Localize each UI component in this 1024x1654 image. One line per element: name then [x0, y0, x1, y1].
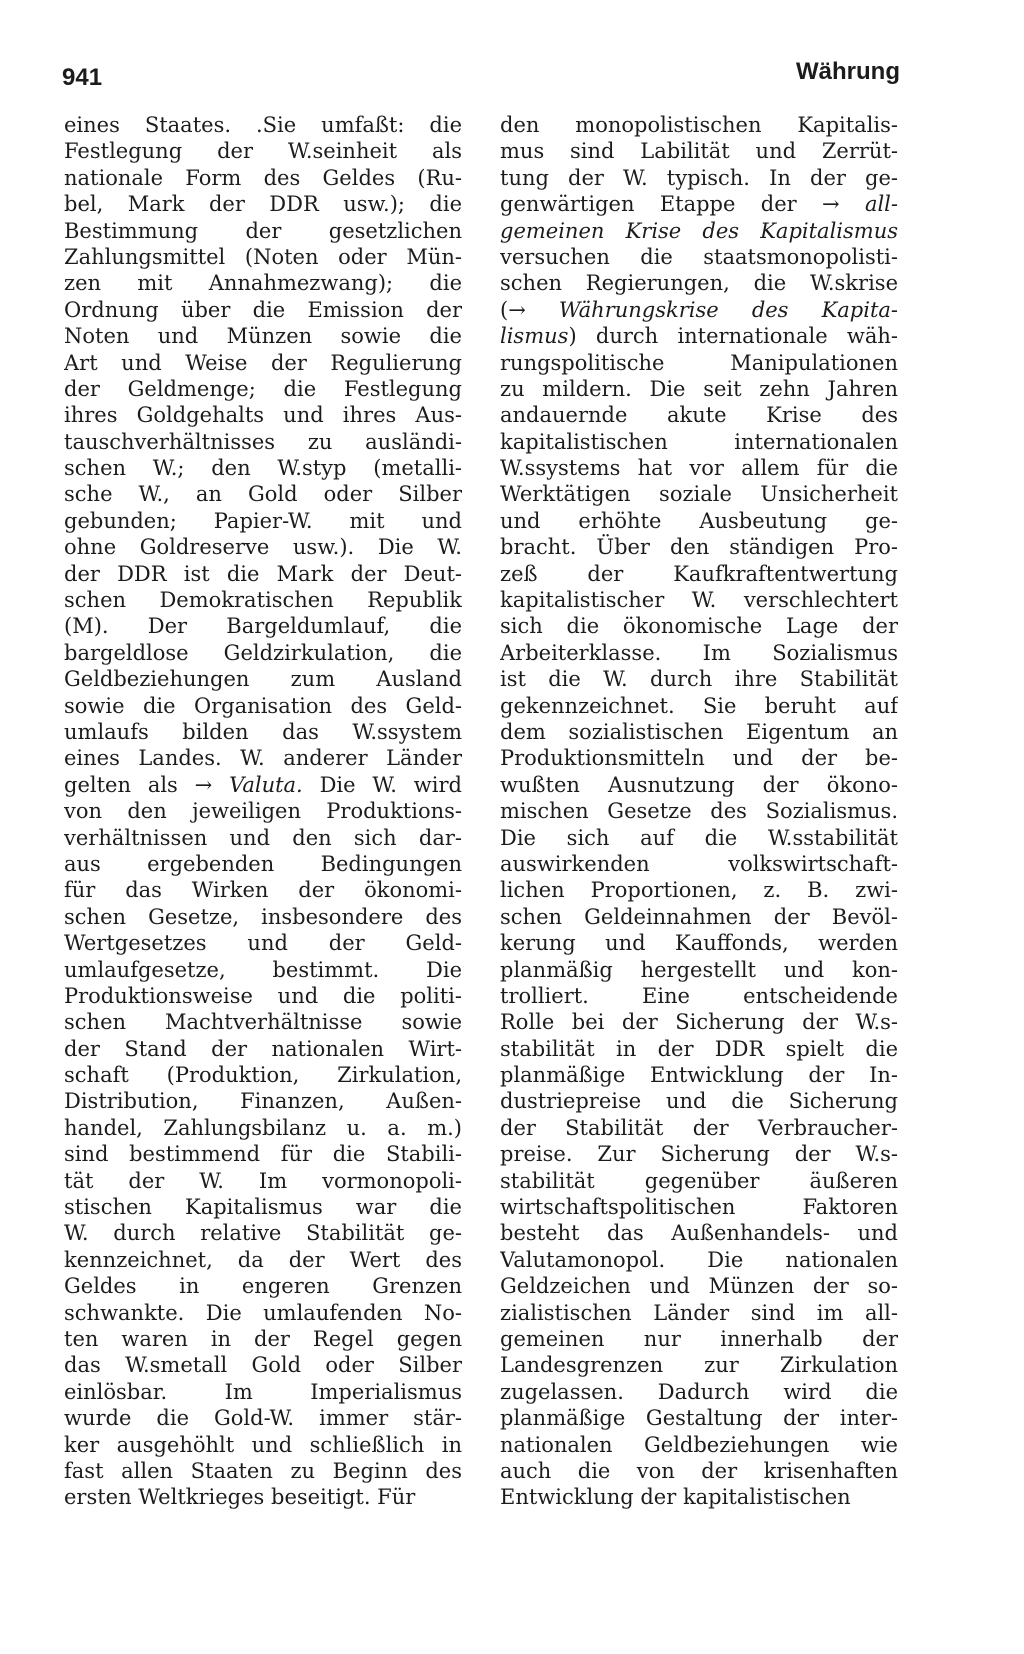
text-segment: kapitalistischen internationalen [500, 429, 898, 454]
text-segment: sowie die Organisation des Geld- [64, 693, 462, 718]
text-segment: eines Staates. .Sie umfaßt: die [64, 113, 462, 137]
text-line [500, 983, 898, 1009]
text-segment: sind bestimmend für die Stabili- [64, 1142, 462, 1167]
text-line [500, 613, 898, 639]
text-segment: bracht. Über den ständigen Pro- [500, 535, 898, 560]
text-segment: ohne Goldreserve usw.). Die W. [64, 535, 462, 560]
text-segment: wußten Ausnutzung der ökono- [500, 772, 898, 797]
text-line [64, 1458, 462, 1484]
text-line [64, 350, 462, 376]
text-segment: Produktionsmitteln und der be- [500, 746, 898, 771]
text-segment: bargeldlose Geldzirkulation, die [64, 640, 462, 665]
text-line [64, 983, 462, 1009]
text-line [64, 851, 462, 877]
text-line [500, 1405, 898, 1431]
text-line [500, 1168, 898, 1194]
text-line [64, 112, 462, 138]
text-segment: schen Regierungen, die W.skrise [500, 271, 898, 296]
text-line [500, 587, 898, 613]
text-line [500, 640, 898, 666]
text-line [500, 1458, 898, 1484]
text-line [500, 350, 898, 376]
text-segment: stabilität gegenüber äußeren [500, 1168, 898, 1193]
text-segment: Die sich auf die W.sstabilität [500, 825, 898, 850]
text-segment: kapitalistischer W. verschlechtert [500, 588, 898, 613]
text-line [64, 165, 462, 191]
cross-reference-text: gemeinen Krise des Kapitalismus [500, 218, 898, 243]
cross-reference-text: Währungskrise des Kapita- [558, 297, 898, 322]
text-line [64, 402, 462, 428]
text-line [500, 1484, 898, 1510]
text-segment: der Stabilität der Verbraucher- [500, 1115, 898, 1140]
text-line [64, 693, 462, 719]
text-line [64, 1326, 462, 1352]
text-segment: eines Landes. W. anderer Länder [64, 746, 462, 771]
text-line [500, 1141, 898, 1167]
text-segment: kennzeichnet, da der Wert des [64, 1247, 462, 1272]
text-segment: tät der W. Im vormonopoli- [64, 1168, 462, 1193]
text-line [500, 798, 898, 824]
text-segment: Valutamonopol. Die nationalen [500, 1247, 898, 1272]
text-line [500, 1352, 898, 1378]
text-segment: tauschverhältnisses zu ausländi- [64, 429, 462, 454]
text-line [64, 297, 462, 323]
text-segment: sche W., an Gold oder Silber [64, 482, 462, 507]
text-segment: zeß der Kaufkraftentwertung [500, 561, 898, 586]
text-line [64, 825, 462, 851]
text-line [64, 719, 462, 745]
text-segment: besteht das Außenhandels- und [500, 1221, 898, 1246]
text-segment: genwärtigen Etappe der → [500, 192, 865, 217]
text-line [500, 1194, 898, 1220]
text-segment: Entwicklung der kapitalistischen [500, 1485, 851, 1510]
text-segment: gebunden; Papier-W. mit und [64, 508, 462, 533]
text-line [500, 1220, 898, 1246]
text-line [64, 1432, 462, 1458]
text-line [64, 1088, 462, 1114]
text-line [500, 1088, 898, 1114]
text-line [64, 270, 462, 296]
text-segment: einlösbar. Im Imperialismus [64, 1379, 462, 1404]
text-segment: ker ausgehöhlt und schließlich in [64, 1432, 462, 1457]
text-line [500, 323, 898, 349]
text-line [64, 904, 462, 930]
text-line [500, 138, 898, 164]
cross-reference-text: all- [864, 192, 898, 217]
text-segment: Produktionsweise und die politi- [64, 983, 462, 1008]
text-line [64, 244, 462, 270]
text-segment: schen Demokratischen Republik [64, 588, 462, 613]
text-segment: zugelassen. Dadurch wird die [500, 1379, 898, 1404]
text-segment: zen mit Annahmezwang); die [64, 271, 462, 296]
text-segment: umlaufs bilden das W.ssystem [64, 719, 462, 744]
text-line [500, 534, 898, 560]
text-line [64, 481, 462, 507]
text-segment: ) durch internationale wäh- [568, 324, 898, 349]
text-line [64, 640, 462, 666]
text-line [64, 1405, 462, 1431]
text-segment: sich die ökonomische Lage der [500, 614, 898, 639]
text-line [64, 1194, 462, 1220]
text-line [500, 693, 898, 719]
page-number: 941 [62, 64, 103, 91]
text-segment: nationalen Geldbeziehungen wie [500, 1432, 898, 1457]
text-line [64, 376, 462, 402]
text-line [64, 1352, 462, 1378]
cross-reference-text: Valuta. [229, 772, 303, 797]
text-segment: Ordnung über die Emission der [64, 297, 462, 322]
text-segment: und erhöhte Ausbeutung ge- [500, 508, 898, 533]
text-line [500, 218, 898, 244]
text-segment: gemeinen nur innerhalb der [500, 1326, 898, 1351]
text-line [64, 191, 462, 217]
text-segment: der Geldmenge; die Festlegung [64, 376, 462, 401]
text-line [500, 455, 898, 481]
text-segment: nationale Form des Geldes (Ru- [64, 165, 462, 190]
text-line [64, 957, 462, 983]
text-line [64, 772, 462, 798]
text-line [500, 904, 898, 930]
text-line [64, 1300, 462, 1326]
text-segment: stabilität in der DDR spielt die [500, 1036, 898, 1061]
text-line [64, 1247, 462, 1273]
text-line [64, 1379, 462, 1405]
text-line [64, 877, 462, 903]
text-segment: W.ssystems hat vor allem für die [500, 456, 898, 481]
text-segment: schwankte. Die umlaufenden No- [64, 1300, 462, 1325]
text-segment: verhältnissen und den sich dar- [64, 825, 462, 850]
text-line [64, 798, 462, 824]
text-segment: Geldzeichen und Münzen der so- [500, 1274, 898, 1299]
text-segment: planmäßige Gestaltung der inter- [500, 1406, 898, 1431]
text-line [500, 772, 898, 798]
text-segment: schaft (Produktion, Zirkulation, [64, 1063, 462, 1088]
text-line [500, 1326, 898, 1352]
text-line [500, 402, 898, 428]
text-segment: planmäßig hergestellt und kon- [500, 957, 898, 982]
text-line [500, 1036, 898, 1062]
text-line [64, 455, 462, 481]
text-line [500, 851, 898, 877]
text-segment: auswirkenden volkswirtschaft- [500, 851, 898, 876]
text-segment: auch die von der krisenhaften [500, 1458, 898, 1483]
text-line [64, 1115, 462, 1141]
text-line [64, 745, 462, 771]
text-segment: Landesgrenzen zur Zirkulation [500, 1353, 898, 1378]
text-line [64, 323, 462, 349]
text-line [500, 957, 898, 983]
text-segment: wirtschaftspolitischen Faktoren [500, 1195, 898, 1220]
text-segment: tung der W. typisch. In der ge- [500, 165, 898, 190]
text-segment: rungspolitische Manipulationen [500, 350, 898, 375]
text-segment: Rolle bei der Sicherung der W.s- [500, 1010, 898, 1035]
text-segment: stischen Kapitalismus war die [64, 1195, 462, 1220]
text-segment: lichen Proportionen, z. B. zwi- [500, 878, 898, 903]
text-segment: andauernde akute Krise des [500, 403, 898, 428]
text-line [500, 244, 898, 270]
text-line [64, 1168, 462, 1194]
text-line [64, 561, 462, 587]
text-segment: aus ergebenden Bedingungen [64, 851, 462, 876]
text-line [500, 1062, 898, 1088]
text-segment: Noten und Münzen sowie die [64, 324, 462, 349]
text-line [64, 138, 462, 164]
text-line [64, 1062, 462, 1088]
text-line [64, 534, 462, 560]
text-line [500, 1300, 898, 1326]
text-segment: umlaufgesetze, bestimmt. Die [64, 957, 462, 982]
text-line [500, 191, 898, 217]
text-segment: mischen Gesetze des Sozialismus. [500, 799, 898, 824]
text-line [500, 825, 898, 851]
text-segment: Arbeiterklasse. Im Sozialismus [500, 640, 898, 665]
text-segment: trolliert. Eine entscheidende [500, 983, 898, 1008]
text-segment: Bestimmung der gesetzlichen [64, 218, 462, 243]
text-segment: ist die W. durch ihre Stabilität [500, 667, 898, 692]
text-line [64, 666, 462, 692]
text-segment: den monopolistischen Kapitalis- [500, 113, 898, 137]
text-segment: Distribution, Finanzen, Außen- [64, 1089, 462, 1114]
text-segment: das W.smetall Gold oder Silber [64, 1353, 462, 1378]
text-line [500, 1247, 898, 1273]
text-line [500, 508, 898, 534]
text-segment: dem sozialistischen Eigentum an [500, 719, 898, 744]
text-line [64, 1220, 462, 1246]
text-segment: schen W.; den W.styp (metalli- [64, 456, 462, 481]
text-line [500, 745, 898, 771]
cross-reference-text: lismus [500, 324, 569, 349]
text-line [500, 481, 898, 507]
text-segment: handel, Zahlungsbilanz u. a. m.) [64, 1115, 462, 1140]
text-line [500, 297, 898, 323]
text-segment: kerung und Kauffonds, werden [500, 931, 898, 956]
text-line [500, 112, 898, 138]
text-line [500, 1273, 898, 1299]
text-segment: schen Machtverhältnisse sowie [64, 1010, 462, 1035]
text-line [500, 666, 898, 692]
running-head: Währung [796, 58, 900, 85]
text-line [500, 1115, 898, 1141]
text-segment: dustriepreise und die Sicherung [500, 1089, 898, 1114]
text-segment: Geldes in engeren Grenzen [64, 1274, 462, 1299]
text-segment: preise. Zur Sicherung der W.s- [500, 1142, 898, 1167]
text-line [64, 1036, 462, 1062]
text-segment: Geldbeziehungen zum Ausland [64, 667, 462, 692]
text-line [500, 1379, 898, 1405]
text-segment: Wertgesetzes und der Geld- [64, 931, 462, 956]
text-line [64, 1273, 462, 1299]
page-header [62, 58, 900, 94]
text-segment: gelten als → [64, 772, 230, 797]
text-line [500, 1009, 898, 1035]
text-segment: bel, Mark der DDR usw.); die [64, 192, 462, 217]
text-column-left [64, 112, 462, 1511]
text-line [500, 1432, 898, 1458]
text-segment: fast allen Staaten zu Beginn des [64, 1458, 462, 1483]
text-segment: (M). Der Bargeldumlauf, die [64, 614, 462, 639]
text-segment: versuchen die staatsmonopolisti- [500, 244, 898, 269]
text-column-right [500, 112, 898, 1511]
text-line [64, 613, 462, 639]
text-segment: schen Gesetze, insbesondere des [64, 904, 462, 929]
text-segment: zialistischen Länder sind im all- [500, 1300, 898, 1325]
text-line [500, 165, 898, 191]
text-segment: von den jeweiligen Produktions- [64, 799, 462, 824]
text-segment: Werktätigen soziale Unsicherheit [500, 482, 898, 507]
text-segment: der Stand der nationalen Wirt- [64, 1036, 462, 1061]
text-segment: der DDR ist die Mark der Deut- [64, 561, 462, 586]
text-line [500, 270, 898, 296]
text-segment: Art und Weise der Regulierung [64, 350, 462, 375]
text-line [500, 429, 898, 455]
text-segment: mus sind Labilität und Zerrüt- [500, 139, 898, 164]
text-line [500, 376, 898, 402]
text-line [64, 1009, 462, 1035]
text-line [64, 1141, 462, 1167]
text-line [64, 587, 462, 613]
text-line [64, 218, 462, 244]
text-segment: ersten Weltkrieges beseitigt. Für [64, 1485, 416, 1510]
text-line [500, 877, 898, 903]
text-line [64, 1484, 462, 1510]
text-segment: planmäßige Entwicklung der In- [500, 1063, 898, 1088]
text-segment: schen Geldeinnahmen der Bevöl- [500, 904, 898, 929]
text-segment: für das Wirken der ökonomi- [64, 878, 462, 903]
text-segment: Die W. wird [302, 772, 462, 797]
text-line [500, 561, 898, 587]
text-line [64, 429, 462, 455]
text-segment: Zahlungsmittel (Noten oder Mün- [64, 244, 462, 269]
text-segment: (→ [500, 297, 559, 322]
text-segment: W. durch relative Stabilität ge- [64, 1221, 462, 1246]
text-segment: ten waren in der Regel gegen [64, 1326, 462, 1351]
text-segment: zu mildern. Die seit zehn Jahren [500, 376, 898, 401]
text-line [64, 930, 462, 956]
text-segment: gekennzeichnet. Sie beruht auf [500, 693, 898, 718]
text-segment: ihres Goldgehalts und ihres Aus- [64, 403, 462, 428]
text-line [500, 719, 898, 745]
text-line [500, 930, 898, 956]
text-segment: Festlegung der W.seinheit als [64, 139, 462, 164]
text-line [64, 508, 462, 534]
text-segment: wurde die Gold-W. immer stär- [64, 1406, 462, 1431]
